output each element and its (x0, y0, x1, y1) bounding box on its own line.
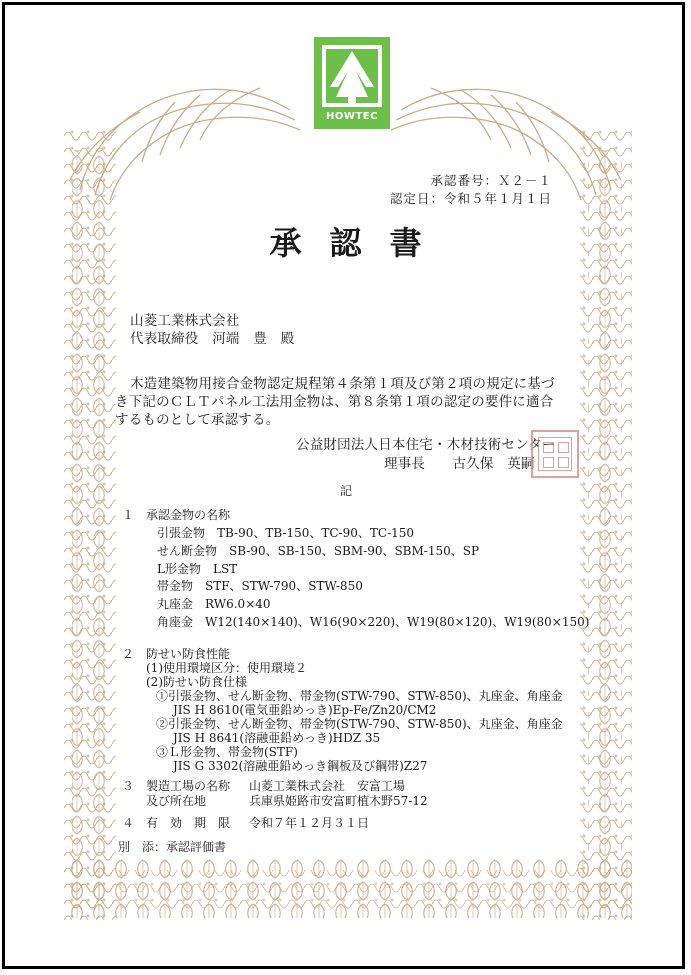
metal-item: L形金物 LST (157, 562, 238, 576)
validity-label: 有 効 期 限 (146, 816, 231, 830)
official-seal (531, 430, 579, 478)
corrosion-line: ③Ｌ形金物、帯金物(STF) (156, 745, 298, 759)
metal-item: 丸座金 RW6.0×40 (157, 597, 271, 611)
corrosion-line: ①引張金物、せん断金物、帯金物(STW-790、STW-850)、丸座金、角座金 (156, 689, 563, 703)
howtec-logo (314, 37, 390, 129)
address-label: 及び所在地 (146, 794, 207, 808)
body-line: 木造建築物用接合金物認定規程第４条第１項及び第２項の規定に基づ (130, 376, 555, 392)
issuer-chairman: 理事長 古久保 英嗣 (384, 456, 535, 472)
recipient-representative: 代表取締役 河端 豊 殿 (130, 331, 295, 347)
section2-heading: 防せい防食性能 (146, 647, 231, 661)
metal-item: 引張金物 TB-90、TB-150、TC-90、TC-150 (157, 526, 415, 540)
metal-item: 角座金 W12(140×140)、W16(90×220)、W19(80×120)、W19(80×150) (157, 615, 590, 629)
factory-name: 山菱工業株式会社 安富工場 (249, 779, 406, 793)
metal-item: せん断金物 SB-90、SB-150、SBM-90、SBM-150、SP (157, 544, 480, 558)
corrosion-line: JIS H 8641(溶融亜鉛めっき)HDZ 35 (173, 731, 381, 745)
certification-date: 認定日：令和５年１月１日 (389, 191, 552, 206)
section3-number: ３ (122, 779, 135, 793)
validity-date: 令和７年１２月３１日 (249, 816, 370, 830)
factory-address: 兵庫県姫路市安富町植木野57-12 (249, 794, 428, 808)
logo-text: HOWTEC (326, 111, 378, 122)
section1-number: １ (122, 508, 135, 522)
corrosion-line: JIS G 3302(溶融亜鉛めっき鋼板及び鋼帯)Z27 (173, 759, 428, 773)
issuer-organization: 公益財団法人日本住宅・木材技術センター (296, 437, 556, 453)
factory-label: 製造工場の名称 (146, 779, 231, 793)
section4-number: ４ (122, 816, 135, 830)
recipient-company: 山菱工業株式会社 (130, 313, 240, 329)
corrosion-line: (2)防せい防食仕様 (146, 675, 247, 689)
corrosion-line: JIS H 8610(電気亜鉛めっき)Ep-Fe/Zn20/CM2 (173, 703, 437, 717)
approval-number: 承認番号：Ｘ２－１ (430, 173, 552, 188)
corrosion-line: (1)使用環境区分：使用環境２ (146, 661, 307, 675)
body-line: するものとして承認する。 (115, 412, 280, 428)
body-line: き下記のＣＬＴパネル工法用金物は、第８条第１項の認定の要件に適合 (115, 394, 554, 410)
attachment-note: 別 添：承認評価書 (118, 840, 227, 854)
metal-item: 帯金物 STF、STW-790、STW-850 (157, 579, 363, 593)
ki-heading: 記 (340, 484, 353, 498)
section2-number: ２ (122, 647, 135, 661)
corrosion-line: ②引張金物、せん断金物、帯金物(STW-790、STW-850)、丸座金、角座金 (156, 717, 563, 731)
section1-heading: 承認金物の名称 (146, 508, 231, 522)
document-title: 承認書 (269, 224, 450, 262)
